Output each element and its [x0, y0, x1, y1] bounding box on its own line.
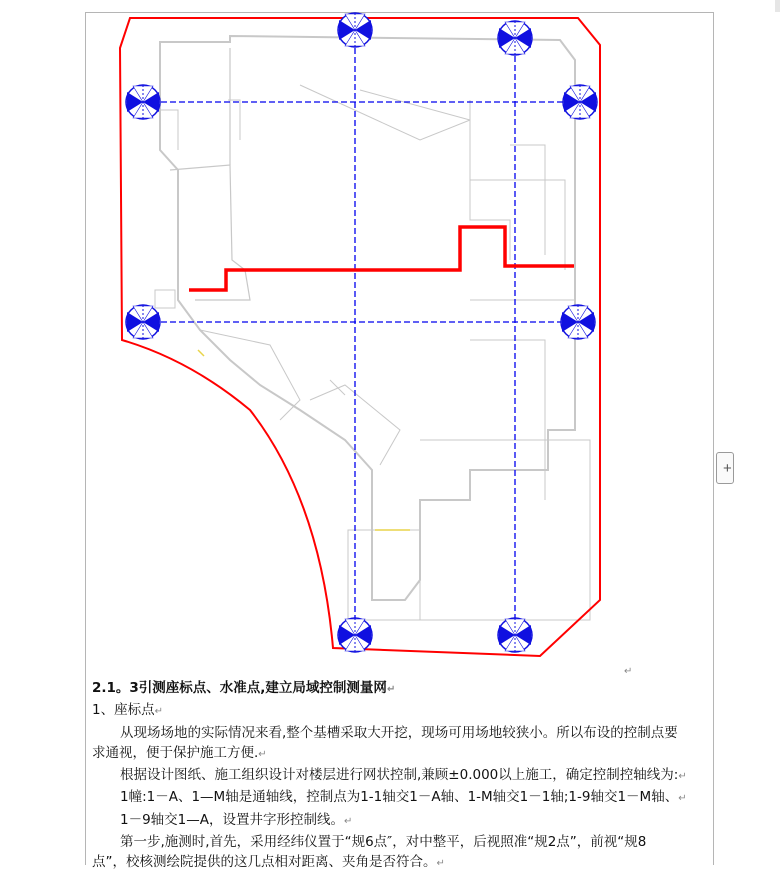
survey-marker-icon [338, 618, 372, 652]
paragraph: 1幢:1－A、1—M轴是通轴线，控制点为1-1轴交1－A轴、1-M轴交1－1轴;1-9轴交1－M轴、↵ [120, 789, 687, 806]
paragraph-mark: ↵ [624, 666, 633, 677]
building-outlines [150, 36, 590, 620]
expand-plus-icon-button[interactable]: + [716, 452, 734, 484]
survey-marker-icon [126, 85, 160, 119]
survey-marker-icon [561, 305, 595, 339]
survey-marker-icon [498, 21, 532, 55]
site-boundary [120, 18, 600, 656]
paragraph: 求通视，便于保护施工方便.↵ [92, 744, 267, 761]
section-heading: 2.1。3引测座标点、水准点,建立局域控制测量网↵ [92, 680, 396, 696]
paragraph: 1－9轴交1—A，设置井字形控制线。↵ [120, 811, 353, 828]
survey-marker-icon [338, 13, 372, 47]
paragraph: 1、座标点↵ [92, 702, 163, 719]
paragraph: 根据设计图纸、施工组织设计对楼层进行网状控制,兼顾±0.000以上施工，确定控制控轴线为:↵ [120, 767, 687, 784]
control-lines [143, 30, 580, 635]
paragraph: 第一步,施测时,首先，采用经纬仪置于“规6点″，对中整平，后视照准“规2点”，前视“规8 [120, 834, 647, 851]
paragraph: 从现场场地的实际情况来看,整个基槽采取大开挖，现场可用场地较狭小。所以布设的控制点要 [120, 724, 678, 741]
survey-marker-icon [563, 85, 597, 119]
paragraph: 点”，校核测绘院提供的这几点相对距离、夹角是否符合。↵ [92, 854, 445, 871]
yellow-mark-small [198, 350, 204, 356]
survey-marker-icon [498, 618, 532, 652]
document-body [92, 678, 710, 875]
survey-marker-icon [126, 305, 160, 339]
